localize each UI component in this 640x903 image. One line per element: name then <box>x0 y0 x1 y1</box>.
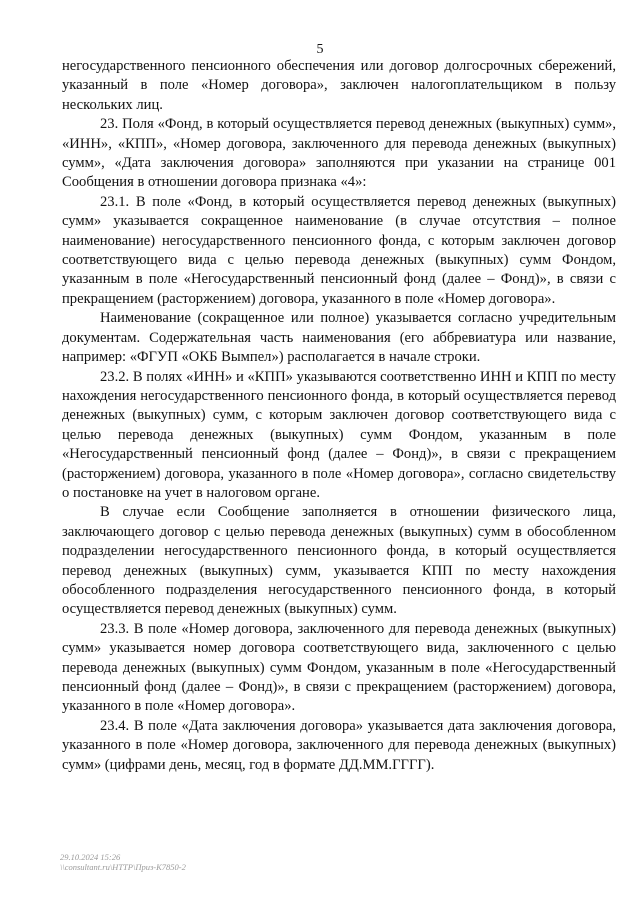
paragraph-separate-division: В случае если Сообщение заполняется в отношении физического лица, заключающего договор с целью перевода денежных (выкупных) сумм в обособленном подразделении негосударственного пенсионного фонда, в который осуществляется перевод денежных (выкупных) сумм, указывается КПП по месту нахождения обособленного подразделения негосударственного пенсионного фонда, в который осуществляется перевод денежных (выкупных) сумм. <box>62 504 616 618</box>
document-body <box>62 57 616 775</box>
paragraph-23-4: 23.4. В поле «Дата заключения договора» указывается дата заключения договора, указанного в поле «Номер договора, заключенного для перевода денежных (выкупных) сумм» (цифрами день, месяц, год в формате ДД.ММ.ГГГГ). <box>62 717 616 773</box>
paragraph-continuation: негосударственного пенсионного обеспечения или договор долгосрочных сбережений, указанный в поле «Номер договора», заключен налогоплательщиком в пользу нескольких лиц. <box>62 58 616 113</box>
footer-path: \\consultant.ru\HTTP\Приз-K7850-2 <box>60 862 186 872</box>
page-number: 5 <box>316 42 324 57</box>
paragraph-23-1: 23.1. В поле «Фонд, в который осуществляется перевод денежных (выкупных) сумм» указывается сокращенное наименование (в случае отсутствия – полное наименование) негосударственного пенсионного фонда, с которым заключен договор соответствующего вида с целью перевода денежных (выкупных) сумм Фондом, указанным в поле «Негосударственный пенсионный фонд (далее – Фонд)», в связи с прекращением (расторжением) договора, указанного в поле «Номер договора». <box>62 193 616 307</box>
footer-timestamp: 29.10.2024 15:26 <box>60 852 121 862</box>
paragraph-23-2: 23.2. В полях «ИНН» и «КПП» указываются соответственно ИНН и КПП по месту нахождения негосударственного пенсионного фонда, в который осуществляется перевод денежных (выкупных) сумм, с которым заключен договор соответствующего вида с целью перевода денежных (выкупных) сумм Фондом, указанным в поле «Негосударственный пенсионный фонд (далее – Фонд)», в связи с прекращением (расторжением) договора, указанного в поле «Номер договора», согласно свидетельству о постановке на учет в налоговом органе. <box>62 368 616 501</box>
footer-stamp <box>60 852 186 872</box>
paragraph-naming-rule: Наименование (сокращенное или полное) указывается согласно учредительным документам. Содержательная часть наименования (его аббревиатура или название, например: «ФГУП «ОКБ Вымпел») располагается в начале строки. <box>62 310 616 366</box>
paragraph-23: 23. Поля «Фонд, в который осуществляется перевод денежных (выкупных) сумм», «ИНН», «КПП», «Номер договора, заключенного для перевода денежных (выкупных) сумм», «Дата заключения договора» заполняются при указании на странице 001 Сообщения в отношении договора признака «4»: <box>62 116 616 191</box>
paragraph-23-3: 23.3. В поле «Номер договора, заключенного для перевода денежных (выкупных) сумм» указывается номер договора соответствующего вида, заключенного с целью перевода денежных (выкупных) сумм Фондом, указанным в поле «Негосударственный пенсионный фонд (далее – Фонд)», в связи с прекращением (расторжением) договора, указанного в поле «Номер договора». <box>62 620 616 715</box>
